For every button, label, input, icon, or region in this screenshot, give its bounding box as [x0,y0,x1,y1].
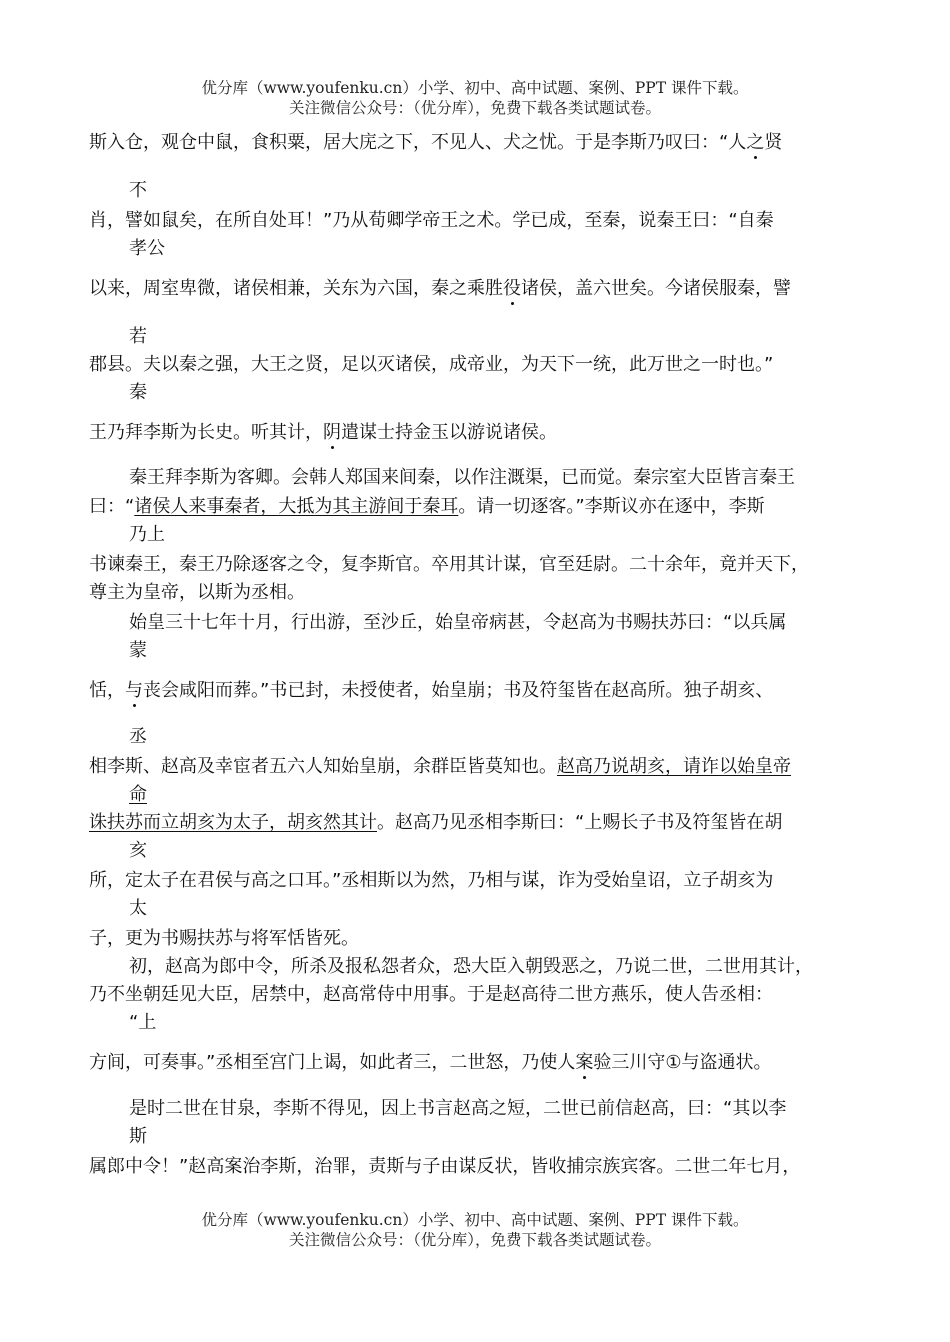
text-line: 斯入仓，观仓中鼠，食积粟，居大庑之下，不见人、犬之忧。于是李斯乃叹曰：“人之贤 [89,132,783,153]
text-line: 尊主为皇帝，以斯为丞相。 [89,582,305,603]
text-line [129,782,147,808]
underlined-sentence: 命 [129,784,147,805]
text-line: 王乃拜李斯为长史。听其计，阴遣谋士持金玉以游说诸侯。 [89,422,557,443]
text-line: 乃上 [129,524,165,545]
header-line-2: 关注微信公众号：（优分库），免费下载各类试题试卷。 [288,99,661,117]
header-line-1: 优分库（www.youfenku.cn）小学、初中、高中试题、案例、PPT 课件下载。 [201,79,749,97]
text-line: 若 [129,326,147,347]
text-line: 乃不坐朝廷见大臣，居禁中，赵高常侍中用事。于是赵高待二世方燕乐，使人告丞相： [89,984,773,1005]
text-line: 方间，可奏事。”丞相至宫门上谒，如此者三，二世怒，乃使人案验三川守①与盗通状。 [89,1052,772,1073]
text-line: 诛扶苏而立胡亥为太子，胡亥然其计。赵高乃见丞相李斯曰：“上赐长子书及符玺皆在胡 [89,812,783,833]
text-line: 初，赵高为郎中令，所杀及报私怨者众，恐大臣入朝毁恶之，乃说二世，二世用其计， [129,956,813,977]
text-line: 所，定太子在君侯与高之口耳。”丞相斯以为然，乃相与谋，诈为受始皇诏，立子胡亥为 [89,870,774,891]
underlined-sentence: 赵高乃说胡亥，请诈以始皇帝 [557,756,791,777]
emphasis-dot-char: 役 [503,278,521,299]
text-line: 亥 [129,840,147,861]
text-line: 曰：“诸侯人来事秦者，大抵为其主游间于秦耳。请一切逐客。”李斯议亦在逐中，李斯 [89,496,765,517]
underlined-sentence: 诸侯人来事秦者，大抵为其主游间于秦耳 [134,496,459,517]
emphasis-dot-char: 之 [746,132,765,153]
text-line: 属郎中令！”赵高案治李斯，治罪，责斯与子由谋反状，皆收捕宗族宾客。二世二年七月， [89,1156,801,1177]
text-line: “上 [129,1012,157,1033]
text-line: 书谏秦王，秦王乃除逐客之令，复李斯官。卒用其计谋，官至廷尉。二十余年，竟并天下， [89,554,809,575]
emphasis-dot-char: 阴 [323,422,341,443]
text-line: 是时二世在甘泉，李斯不得见，因上书言赵高之短，二世已前信赵高，曰：“其以李 [129,1098,787,1119]
text-line: 肖，譬如鼠矣，在所自处耳！”乃从荀卿学帝王之术。学已成，至秦，说秦王曰：“自秦 [89,210,774,231]
page-footer [0,1210,950,1250]
text-line: 孝公 [129,238,165,259]
text-line: 丞 [129,726,147,747]
emphasis-dot-char: 与 [125,680,143,701]
text-line: 斯 [129,1126,147,1147]
text-line: 以来，周室卑微，诸侯相兼，关东为六国，秦之乘胜役诸侯，盖六世矣。今诸侯服秦，譬 [89,278,791,299]
text-line: 不 [129,180,147,201]
underlined-sentence: 诛扶苏而立胡亥为太子，胡亥然其计 [89,812,377,833]
text-line: 太 [129,898,147,919]
text-line: 相李斯、赵高及幸宦者五六人知始皇崩，余群臣皆莫知也。赵高乃说胡亥，请诈以始皇帝 [89,756,791,777]
footer-line-2: 关注微信公众号：（优分库），免费下载各类试题试卷。 [288,1231,661,1249]
text-line: 郡县。夫以秦之强，大王之贤，足以灭诸侯，成帝业，为天下一统，此万世之一时也。” [89,354,774,375]
text-line: 蒙 [129,640,147,661]
text-line: 秦 [129,382,147,403]
page-header [0,78,950,118]
text-line: 始皇三十七年十月，行出游，至沙丘，始皇帝病甚，令赵高为书赐扶苏曰：“以兵属 [129,612,787,633]
footer-line-1: 优分库（www.youfenku.cn）小学、初中、高中试题、案例、PPT 课件下载。 [201,1211,749,1229]
text-line: 子，更为书赐扶苏与将军恬皆死。 [89,928,359,949]
emphasis-dot-char: 案 [575,1052,594,1073]
text-line: 秦王拜李斯为客卿。会韩人郑国来间秦，以作注溉渠，已而觉。秦宗室大臣皆言秦王 [129,467,795,488]
text-line: 恬，与丧会咸阳而葬。”书已封，未授使者，始皇崩；书及符玺皆在赵高所。独子胡亥、 [89,680,774,701]
